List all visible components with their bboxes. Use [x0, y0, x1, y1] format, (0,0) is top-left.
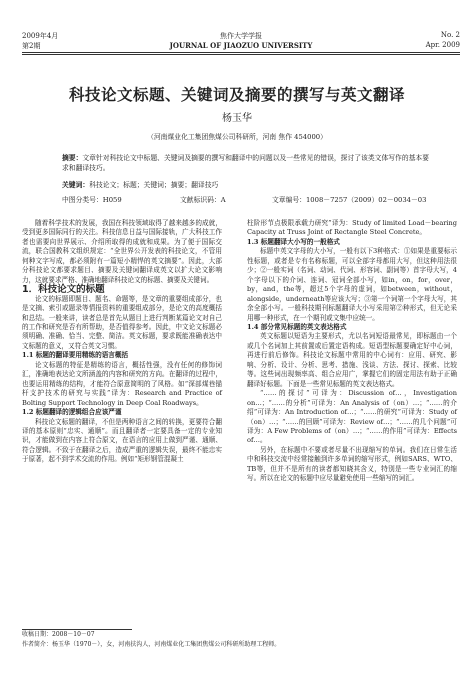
- subsection-heading-1-4: 1.4 部分常见标题的英文表达格式: [247, 322, 347, 331]
- keywords-label: 关键词：: [62, 181, 90, 189]
- section1-paragraph: 论文的标题即题目、题名、命题等，是文章的重要组成部分，也是文摘、索引或题录等情报资料的重要组成部分，是论文的高度概括和总结。一般来讲，读者总是首先从题目上进行判断某篇论文对自己的工作和研究是否有所帮助，是否值得参考。因此，中文论文标题必须明确、准确、恰当、完整、简洁。英文标题，要求既能准确表达中文标题的意义，又符合英文习惯。: [22, 294, 222, 350]
- subsection-heading-1-2: 1.2 标题翻译的逻辑组合应该严谨: [22, 408, 122, 417]
- section-heading-1: 1．科技论文的标题: [22, 284, 105, 296]
- keywords: [62, 181, 432, 191]
- author-bio: 作者简介：杨玉华（1970－），女，河南扶沟人，河南煤业化工集团焦煤公司科研所助理工程师。: [22, 641, 281, 648]
- footnote: [22, 630, 280, 650]
- header-no: No. 2: [440, 31, 460, 39]
- abstract: [62, 154, 432, 174]
- clc-number: 中图分类号：H059: [62, 196, 122, 204]
- header-rule-2: [22, 54, 460, 55]
- article-author: 杨玉华: [222, 113, 252, 124]
- document-code: 文献标识码：A: [180, 196, 226, 204]
- article-affiliation: （河南煤业化工集团焦煤公司科研所，河南 焦作 454000）: [147, 133, 327, 141]
- left-column: [22, 219, 222, 465]
- header-date-en: Apr. 2009: [425, 41, 460, 49]
- received-date: 收稿日期：2008－10－07: [22, 631, 95, 638]
- abstract-label: 摘要：: [62, 154, 83, 162]
- header-journal-cn: 焦作大学学报: [220, 32, 262, 40]
- abstract-text: 文章针对科技论文中标题、关键词及摘要的撰写和翻译中的问题以及一些常见的错误，探讨了该类文体写作的基本要求和翻译技巧。: [62, 154, 430, 172]
- article-id: 文章编号：1008－7257（2009）02－0034－03: [272, 196, 427, 204]
- keywords-text: 科技论文；标题；关键词；摘要；翻译技巧: [89, 181, 219, 189]
- subsection-heading-1-3: 1.3 标题翻译大小写的一般格式: [247, 237, 340, 246]
- subsection-heading-1-1: 1.1 标题的翻译要用精练的语言概括: [22, 351, 129, 360]
- subsection1-1-paragraph: 论文标题的特征是精练的语言，概括性强，没有任何的修饰词汇，准确地表达论文所涵盖的内容和研究的方向。在翻译的过程中，也要运用精练的结构，才能符合原意简明的了风格。如“深部煤巷锚杆支护技术的研究与实践”译为：Research and Practice of Bolting Support Technology in Deep Coal Roadways。: [22, 360, 222, 407]
- article-title: 科技论文标题、关键词及摘要的撰写与英文翻译: [68, 85, 405, 104]
- subsection1-3-paragraph: 标题中英文字母的大小写，一般有以下3种格式：①如果是重要标示性标题，或者是专有名称标题，可以全部字母都用大写，但这种用法很少；②一般实词（名词、动词、代词、形容词、副词等）首字母大写，4个字母以下的介词、连词、冠词全部小写，如in，on，for，over，by，and，the等，超过5个字母的虚词，如between，without，alongside，underneath等应该大写；③第一个词第一个字母大写，其余全部小写。一般科技期刊标题翻译大小写采用第②种形式，但无论采用哪一种形式，在一个期刊或文集中应统一。: [247, 247, 457, 322]
- header-year-issue: 2009年4月: [22, 32, 59, 40]
- header-journal-en: JOURNAL OF JIAOZUO UNIVERSITY: [169, 41, 313, 50]
- header-issue-no: 第2期: [22, 42, 41, 50]
- intro-paragraph: 随着科学技术的发展，我国在科技领域取得了越来越多的成就，受到更多国际同行的关注。科技信息日益与国际接轨，广大科技工作者也需要向世界展示、介绍所取得的成就和成果。为了便于国际交流，联合国教科文组织规定：“全世界公开发表的科技论文，不管用何种文字写成，都必须附有一篇短小精悍的英文摘要”。因此，大部分科技论文都要求题目、摘要及关键词翻译成英文以扩大论文影响力，这就要求严格、准确地翻译科技论文的标题、摘要及关键词。: [22, 219, 222, 284]
- header-rule: [22, 52, 460, 53]
- title-format-list: “……的探讨”可译为：Discussion of…，Investigation on…；“……的分析”可译为：An Analysis of（on）…；“……的介绍”可译为：An Introduction of…；“……的研究”可译为：Study of（on）…；“……的回顾”可译为：Review of…；“……的几个问题”可译为：A Few Problems of（on）…；“……的作用”可译为：Effects of…。: [247, 389, 457, 445]
- subsection1-2-paragraph: 科技论文标题的翻译，不但是两种语言之间的转换，更要符合翻译的基本原则“忠实、通顺”。而且翻译者一定要具备一定的专业知识，才能做到在内容上符合原文，在语言的应用上做到严谨、通顺、符合逻辑。不致于在翻译之后，造成严重的逻辑失误，最终不能忠实于原著，起不到学术交流的作用。例如“矩形钢管混凝土: [22, 417, 222, 464]
- subsection1-4-paragraph: 英文标题以短语为主要形式，尤以名词短语最常见，即标题由一个或几个名词加上其前置或后置定语构成。短语型标题要确定好中心词，再进行前后修饰。科技论文标题中常用的中心词有：应用、研究、影响、分析、设计、分析、思考、措施、浅谈、方法、探讨、探索、比较等。这些词出现频率高、组合应用广，掌握它们的固定用法有助于正确翻译好标题。下面是一些常见标题的英文表达格式。: [247, 332, 457, 388]
- right-column: [247, 219, 457, 484]
- abbreviation-paragraph: 另外，在标题中不要或者尽量不出现缩写的单词。我们在日常生活中和科技交流中经常接触到许多单词的缩写形式，例如SARS、WTO、TB等，但并不是所有的读者都知晓其含义，特别是一些专业词汇的缩写。所以在论文的标题中应尽量避免使用一些缩写的词汇。: [247, 445, 457, 483]
- continued-paragraph: 柱阶形节点极限承载力研究”译为：Study of limited Load－bearing Capacity at Truss Joint of Rectangle Steel Concrete。: [247, 219, 457, 237]
